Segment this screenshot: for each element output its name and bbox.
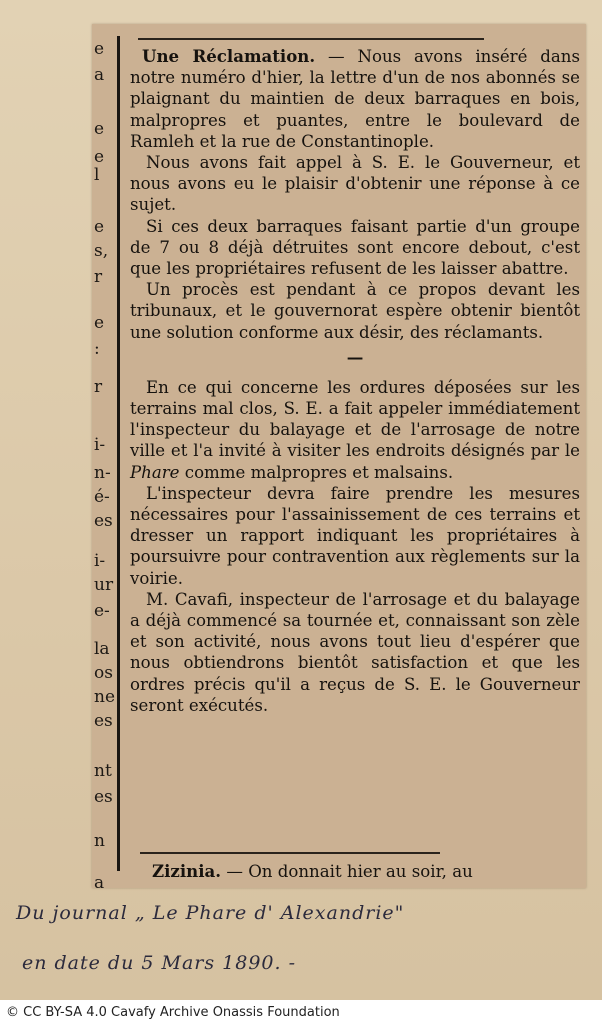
margin-fragment: a bbox=[94, 873, 105, 893]
margin-fragment: os bbox=[94, 663, 113, 683]
margin-fragment: la bbox=[94, 639, 110, 659]
margin-fragment: é- bbox=[94, 487, 110, 507]
margin-fragment: e bbox=[94, 39, 105, 59]
margin-fragment: : bbox=[94, 339, 100, 359]
margin-fragment: e bbox=[94, 313, 105, 333]
margin-fragment: e- bbox=[94, 601, 110, 621]
license-footer: © CC BY-SA 4.0 Cavafy Archive Onassis Foundation bbox=[0, 1000, 602, 1025]
margin-fragment: i- bbox=[94, 551, 106, 571]
margin-fragment: a bbox=[94, 65, 105, 85]
margin-fragment: ur bbox=[94, 575, 114, 595]
column-rule bbox=[117, 36, 120, 871]
margin-fragment: es bbox=[94, 511, 113, 531]
margin-fragment: e bbox=[94, 147, 105, 167]
article-paragraph: M. Cavafi, inspecteur de l'arrosage et du balayage a déjà commencé sa tournée et, connaissant son zèle et son activité, nous avons tout lieu d'espérer que nous obtiendrons bientôt satisfaction et que les ordres précis qu'il a reçus de S. E. le Gouverneur seront exécutés. bbox=[130, 589, 580, 715]
next-article-title: Zizinia. bbox=[152, 861, 222, 881]
margin-fragment: n bbox=[94, 831, 105, 851]
article-paragraph: En ce qui concerne les ordures déposées sur les terrains mal clos, S. E. a fait appeler immédiatement l'inspecteur du balayage et de l'arrosage de notre ville et l'a invité à visiter les endroits désignés par le Phare comme malpropres et malsains. bbox=[130, 377, 580, 482]
article-une-reclamation bbox=[130, 46, 580, 716]
top-rule bbox=[138, 38, 484, 40]
margin-fragment: es bbox=[94, 711, 113, 731]
margin-fragment: s, bbox=[94, 241, 109, 261]
margin-fragment: l bbox=[94, 165, 100, 185]
bottom-rule bbox=[140, 852, 440, 854]
margin-fragment: r bbox=[94, 267, 103, 287]
article-paragraph: Un procès est pendant à ce propos devant les tribunaux, et le gouvernorat espère obtenir bientôt une solution conforme aux désir, des réclamants. bbox=[130, 280, 580, 342]
section-separator: — bbox=[346, 346, 364, 367]
handwritten-note-line-2: en date du 5 Mars 1890. - bbox=[22, 952, 297, 974]
handwritten-note-line-1: Du journal „ Le Phare d' Alexandrie" bbox=[16, 902, 405, 924]
margin-fragment: r bbox=[94, 377, 103, 397]
article-paragraph: Si ces deux barraques faisant partie d'un groupe de 7 ou 8 déjà détruites sont encore debout, c'est que les propriétaires refusent de les laisser abattre. bbox=[130, 216, 580, 279]
adjacent-column-fragments bbox=[92, 24, 116, 893]
article-title: Une Réclamation. bbox=[142, 46, 316, 66]
margin-fragment: e bbox=[94, 217, 105, 237]
margin-fragment: n- bbox=[94, 463, 111, 483]
article-paragraph: Une Réclamation. — Nous avons inséré dans notre numéro d'hier, la lettre d'un de nos abonnés se plaignant du maintien de deux barraques en bois, malpropres et puantes, entre le boulevard de Ramleh et la rue de Constantinople. bbox=[130, 46, 580, 151]
newspaper-clipping bbox=[92, 24, 586, 893]
next-article-start: Zizinia. — On donnait hier au soir, au bbox=[152, 861, 473, 881]
margin-fragment: es bbox=[94, 787, 113, 807]
margin-fragment: nt bbox=[94, 761, 112, 781]
phare-italic: Phare bbox=[130, 462, 180, 482]
margin-fragment: ne bbox=[94, 687, 116, 707]
margin-fragment: i- bbox=[94, 435, 106, 455]
article-paragraph: Nous avons fait appel à S. E. le Gouverneur, et nous avons eu le plaisir d'obtenir une réponse à ce sujet. bbox=[130, 153, 580, 215]
article-paragraph: L'inspecteur devra faire prendre les mesures nécessaires pour l'assainissement de ces terrains et dresser un rapport indiquant les propriétaires à poursuivre pour contravention aux règlements sur la voirie. bbox=[130, 483, 580, 588]
margin-fragment: e bbox=[94, 119, 105, 139]
